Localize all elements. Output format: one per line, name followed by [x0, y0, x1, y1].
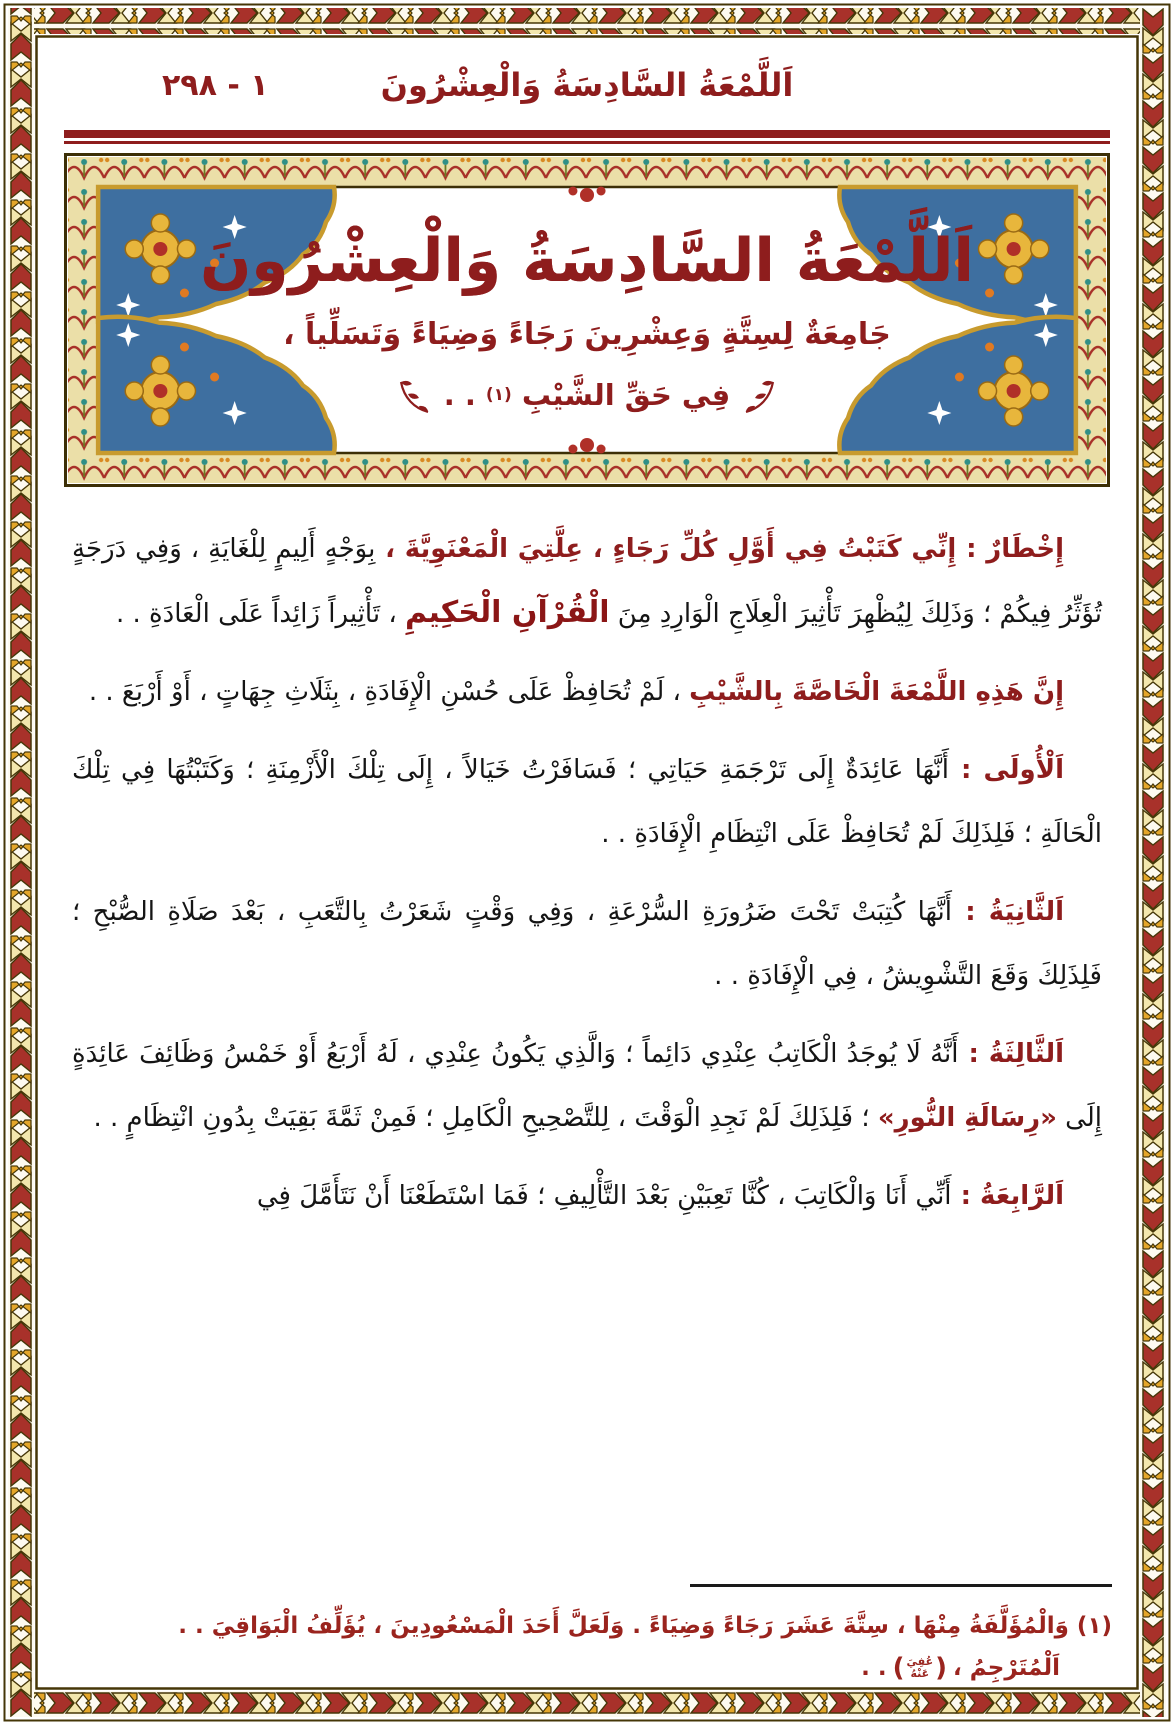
seal-line-2: عَنْهُ [910, 1667, 930, 1680]
header-rule [64, 130, 1110, 144]
title-inner [100, 189, 1074, 451]
body-paragraph [72, 1164, 1102, 1228]
footnote-signature [62, 1653, 1060, 1683]
floral-sprig-icon [740, 374, 792, 416]
chapter-subtitle: جَامِعَةٌ لِسِتَّةٍ وَعِشْرِينَ رَجَاءً وَضِيَاءً وَتَسَلِّياً ، [283, 317, 891, 352]
chapter-title: اَللَّمْعَةُ السَّادِسَةُ وَالْعِشْرُونَ [200, 226, 974, 296]
seal-paren-close: ) [892, 1653, 905, 1683]
footnote-block [62, 1584, 1112, 1683]
text-segment-black: بِوَجْهٍ أَلِيمٍ لِلْغَايَةِ ، وَفِي دَرَجَةٍ تُؤَثِّرُ فِيكُمْ ؛ وَذَلِكَ لِيُظْهِرَ تَأْثِيرَ الْعِلَاجِ الْوَارِدِ مِنَ [72, 534, 1102, 629]
text-segment-black: ؛ فَلِذَلِكَ لَمْ نَجِدِ الْوَقْتَ ، لِلتَّصْحِيحِ الْكَامِلِ ؛ فَمِنْ ثَمَّةَ بَقِيَتْ بِدُونِ انْتِظَامٍ . . [93, 1103, 878, 1133]
footnote-text: (١) وَالْمُؤَلَّفَةُ مِنْهَا ، سِتَّةَ عَشَرَ رَجَاءً وَضِيَاءً . وَلَعَلَّ أَحَدَ الْمَسْعُودِينَ ، يُؤَلِّفُ الْبَوَاقِيَ . . [178, 1613, 1112, 1639]
text-segment-red: اَلرَّابِعَةُ : [951, 1181, 1064, 1211]
chapter-dedication [382, 374, 793, 416]
text-segment-black: أَنَّهُ لَا يُوجَدُ الْكَاتِبُ عِنْدِي دَائِماً ؛ وَالَّذِي يَكُونُ عِنْدِي ، لَهُ أَرْبَعُ أَوْ خَمْسُ وَظَائِفَ عَائِدَةٍ إِلَى [72, 1039, 1102, 1133]
text-segment-red: «رِسَالَةِ النُّورِ» [877, 1103, 1057, 1133]
body-paragraph [72, 738, 1102, 866]
text-segment-red: اَلثَّالِثَةُ : [958, 1039, 1064, 1069]
text-segment-black: أَنَّهَا كُتِبَتْ تَحْتَ ضَرُورَةِ السُّرْعَةِ ، وَفِي وَقْتٍ شَعَرْتُ بِالتَّعَبِ ، بَعْدَ صَلَاةِ الصُّبْحِ ؛ فَلِذَلِكَ وَقَعَ التَّشْوِيشُ ، فِي الْإِفَادَةِ . . [72, 897, 1102, 991]
body-text [62, 487, 1112, 1497]
body-paragraph [72, 880, 1102, 1008]
header-rule-thick [64, 130, 1110, 138]
translator-seal [893, 1653, 947, 1683]
text-segment-black: أَنِّي أَنَا وَالْكَاتِبَ ، كُنَّا تَعِبَيْنِ بَعْدَ التَّأْلِيفِ ؛ فَمَا اسْتَطَعْنَا أَنْ نَتَأَمَّلَ فِي [256, 1181, 952, 1211]
title-box [64, 153, 1110, 487]
body-paragraph [72, 517, 1102, 646]
seal-paren-open: ( [935, 1653, 947, 1683]
text-segment-red: اَلثَّانِيَةُ : [952, 897, 1065, 927]
page-content [62, 40, 1112, 1685]
running-header-title: اَللَّمْعَةُ السَّادِسَةُ وَالْعِشْرُونَ [380, 66, 794, 104]
text-segment-red: إِخْطَارٌ : إِنِّي كَتَبْتُ فِي أَوَّلِ كُلِّ رَجَاءٍ ، عِلَّتِيَ الْمَعْنَوِيَّةَ ، [375, 534, 1064, 564]
dedication-text: فِي حَقِّ الشَّيْبِ [521, 378, 731, 412]
text-segment-black: ، تَأْثِيراً زَائِداً عَلَى الْعَادَةِ . . [115, 599, 406, 629]
text-segment-black: أَنَّهَا عَائِدَةٌ إِلَى تَرْجَمَةِ حَيَاتِي ؛ فَسَافَرْتُ خَيَالاً ، إِلَى تِلْكَ الْأَزْمِنَةِ ؛ وَكَتَبْتُهَا فِي تِلْكَ الْحَالَةِ ؛ فَلِذَلِكَ لَمْ تُحَافِظْ عَلَى انْتِظَامِ الْإِفَادَةِ . . [72, 755, 1102, 849]
seal-calligraphy [907, 1656, 934, 1680]
footnote-separator [690, 1584, 1112, 1587]
body-paragraph [72, 660, 1102, 724]
body-paragraph [72, 1022, 1102, 1150]
footnote-reference: (١) [485, 385, 512, 405]
text-segment-black: ، لَمْ تُحَافِظْ عَلَى حُسْنِ الْإِفَادَةِ ، بِثَلَاثِ جِهَاتٍ ، أَوْ أَرْبَعَ . . [88, 677, 690, 707]
page-header [62, 58, 1112, 120]
dedication-dots: . . [443, 378, 476, 412]
floral-sprig-icon [382, 374, 434, 416]
seal-line-1: عُفِيَ [906, 1655, 934, 1668]
translator-label: اَلْمُتَرْجِمُ ، [953, 1655, 1060, 1681]
text-segment-red: إِنَّ هَذِهِ اللَّمْعَةَ الْخَاصَّةَ بِالشَّيْبِ [689, 677, 1064, 707]
header-rule-thin [64, 141, 1110, 144]
text-segment-bigred: الْقُرْآنِ الْحَكِيمِ [405, 595, 610, 630]
footnote-dots: . . [861, 1655, 887, 1681]
text-segment-red: اَلْأُولَى : [948, 755, 1064, 785]
page-number: ٢٩٨ - ١ [162, 68, 269, 103]
